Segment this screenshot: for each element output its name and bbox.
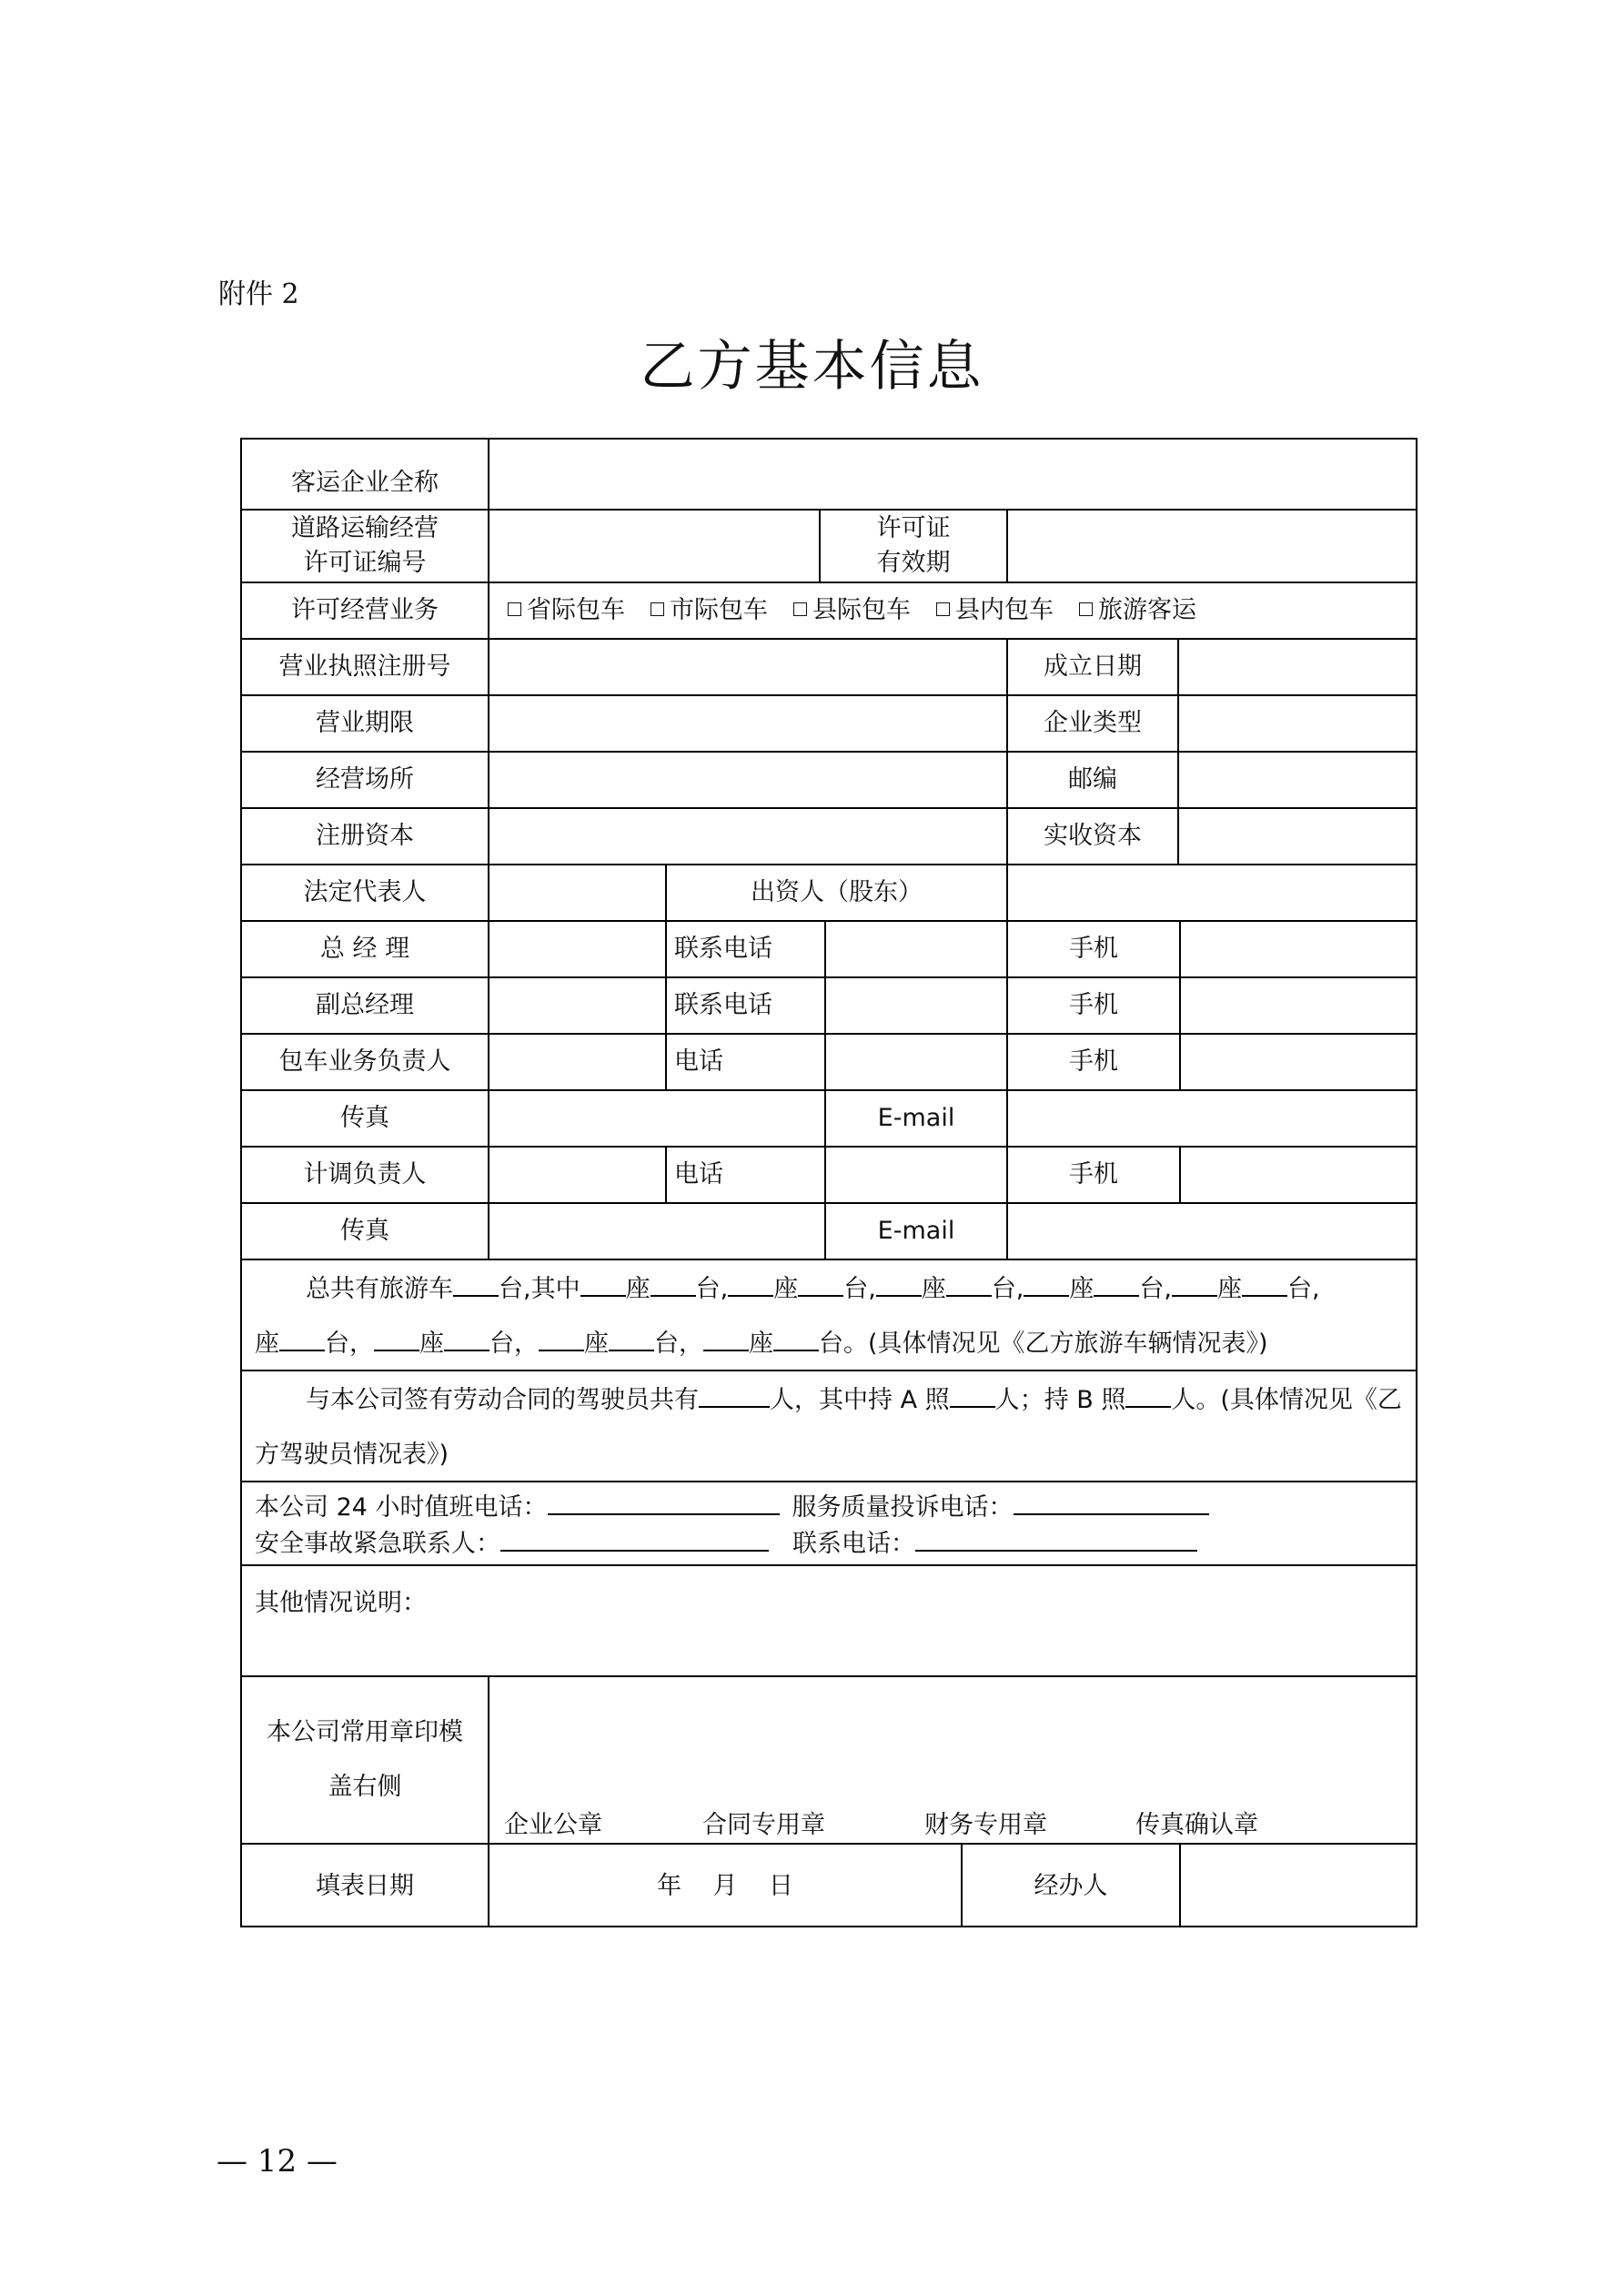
label-deputy-gm: 副总经理 xyxy=(242,978,489,1035)
label-email-2: E-mail xyxy=(826,1204,1008,1260)
field-reg-no[interactable] xyxy=(489,640,1008,696)
field-charter-phone[interactable] xyxy=(826,1035,1008,1091)
label-gm-mobile: 手机 xyxy=(1008,922,1181,978)
label-gm-phone: 联系电话 xyxy=(667,922,826,978)
option-inter-county[interactable]: 县际包车 xyxy=(793,593,911,628)
page-title: 乙方基本信息 xyxy=(640,335,984,399)
field-email-2[interactable] xyxy=(1008,1204,1417,1260)
label-reg-no: 营业执照注册号 xyxy=(242,640,489,696)
label-email-1: E-mail xyxy=(826,1091,1008,1148)
label-license-no: 道路运输经营 许可证编号 xyxy=(242,511,489,583)
field-email-1[interactable] xyxy=(1008,1091,1417,1148)
seal-fax: 传真确认章 xyxy=(1135,1811,1258,1839)
option-inter-province[interactable]: 省际包车 xyxy=(508,593,625,628)
option-tourism[interactable]: 旅游客运 xyxy=(1079,593,1196,628)
field-charter-mobile[interactable] xyxy=(1181,1035,1417,1091)
field-license-validity[interactable] xyxy=(1008,511,1417,583)
vehicles-paragraph: 总共有旅游车 台,其中 座 台, 座 台, 座 台, 座 台, 座 台, 座 台， 座 台， 座 台， 座 台。(具体情况见《乙方旅游车辆情况表》) xyxy=(242,1260,1416,1371)
label-charter-manager: 包车业务负责人 xyxy=(242,1035,489,1091)
field-enterprise-type[interactable] xyxy=(1179,696,1417,753)
option-inter-city[interactable]: 市际包车 xyxy=(651,593,768,628)
label-fill-date: 填表日期 xyxy=(242,1845,489,1927)
label-seal: 本公司常用章印模 盖右侧 xyxy=(242,1677,489,1845)
field-fill-date[interactable]: 年 月 日 xyxy=(489,1845,963,1927)
field-gm-mobile[interactable] xyxy=(1181,922,1417,978)
label-company-name: 客运企业全称 xyxy=(242,440,489,511)
attachment-label: 附件 2 xyxy=(218,278,299,310)
field-company-name[interactable] xyxy=(489,440,1417,511)
checkbox-icon xyxy=(651,602,664,616)
label-fax-1: 传真 xyxy=(242,1091,489,1148)
checkbox-icon xyxy=(793,602,807,616)
field-license-no[interactable] xyxy=(489,511,821,583)
label-license-validity: 许可证 有效期 xyxy=(821,511,1008,583)
field-charter-manager[interactable] xyxy=(489,1035,667,1091)
label-registered-capital: 注册资本 xyxy=(242,809,489,865)
field-dispatch-mobile[interactable] xyxy=(1181,1148,1417,1204)
seal-contract: 合同专用章 xyxy=(702,1811,825,1839)
field-handler[interactable] xyxy=(1181,1845,1417,1927)
other-info[interactable]: 其他情况说明： xyxy=(242,1566,1416,1677)
info-form xyxy=(240,438,1417,1927)
field-deputy-phone[interactable] xyxy=(826,978,1008,1035)
label-legal-rep: 法定代表人 xyxy=(242,865,489,922)
duty-phone-blank[interactable] xyxy=(548,1490,780,1515)
field-premises[interactable] xyxy=(489,753,1008,809)
label-fax-2: 传真 xyxy=(242,1204,489,1260)
field-dispatch-manager[interactable] xyxy=(489,1148,667,1204)
field-legal-rep[interactable] xyxy=(489,865,667,922)
field-business-term[interactable] xyxy=(489,696,1008,753)
label-paid-capital: 实收资本 xyxy=(1008,809,1179,865)
checkbox-icon xyxy=(936,602,950,616)
label-deputy-mobile: 手机 xyxy=(1008,978,1181,1035)
emergency-contact-blank[interactable] xyxy=(500,1526,769,1552)
field-deputy-mobile[interactable] xyxy=(1181,978,1417,1035)
label-business-term: 营业期限 xyxy=(242,696,489,753)
field-dispatch-phone[interactable] xyxy=(826,1148,1008,1204)
label-investor: 出资人（股东） xyxy=(667,865,1008,922)
label-enterprise-type: 企业类型 xyxy=(1008,696,1179,753)
label-founding-date: 成立日期 xyxy=(1008,640,1179,696)
drivers-paragraph: 与本公司签有劳动合同的驾驶员共有 人，其中持 A 照 人；持 B 照 人。(具体情况见《乙方驾驶员情况表》) xyxy=(242,1371,1416,1482)
label-premises: 经营场所 xyxy=(242,753,489,809)
contact-lines: 本公司 24 小时值班电话： 服务质量投诉电话： 安全事故紧急联系人： 联系电话： xyxy=(242,1482,1416,1566)
label-dispatch-mobile: 手机 xyxy=(1008,1148,1181,1204)
label-general-manager: 总 经 理 xyxy=(242,922,489,978)
checkbox-icon xyxy=(508,602,521,616)
label-dispatch-manager: 计调负责人 xyxy=(242,1148,489,1204)
checkbox-icon xyxy=(1079,602,1093,616)
page-number: — 12 — xyxy=(217,2143,338,2180)
label-charter-phone: 电话 xyxy=(667,1035,826,1091)
label-handler: 经办人 xyxy=(963,1845,1181,1927)
seal-finance: 财务专用章 xyxy=(924,1811,1047,1839)
business-options xyxy=(489,583,1417,640)
field-paid-capital[interactable] xyxy=(1179,809,1417,865)
seal-types xyxy=(504,1805,1258,1840)
label-postcode: 邮编 xyxy=(1008,753,1179,809)
seal-company: 企业公章 xyxy=(504,1811,602,1839)
complaint-phone-blank[interactable] xyxy=(1014,1490,1209,1515)
field-investor[interactable] xyxy=(1008,865,1417,922)
field-postcode[interactable] xyxy=(1179,753,1417,809)
label-deputy-phone: 联系电话 xyxy=(667,978,826,1035)
field-fax-2[interactable] xyxy=(489,1204,826,1260)
field-registered-capital[interactable] xyxy=(489,809,1008,865)
contact-tel-blank[interactable] xyxy=(915,1526,1197,1552)
field-gm-phone[interactable] xyxy=(826,922,1008,978)
field-deputy-gm[interactable] xyxy=(489,978,667,1035)
option-intra-county[interactable]: 县内包车 xyxy=(936,593,1054,628)
field-founding-date[interactable] xyxy=(1179,640,1417,696)
label-license-business: 许可经营业务 xyxy=(242,583,489,640)
field-fax-1[interactable] xyxy=(489,1091,826,1148)
field-general-manager[interactable] xyxy=(489,922,667,978)
label-charter-mobile: 手机 xyxy=(1008,1035,1181,1091)
label-dispatch-phone: 电话 xyxy=(667,1148,826,1204)
